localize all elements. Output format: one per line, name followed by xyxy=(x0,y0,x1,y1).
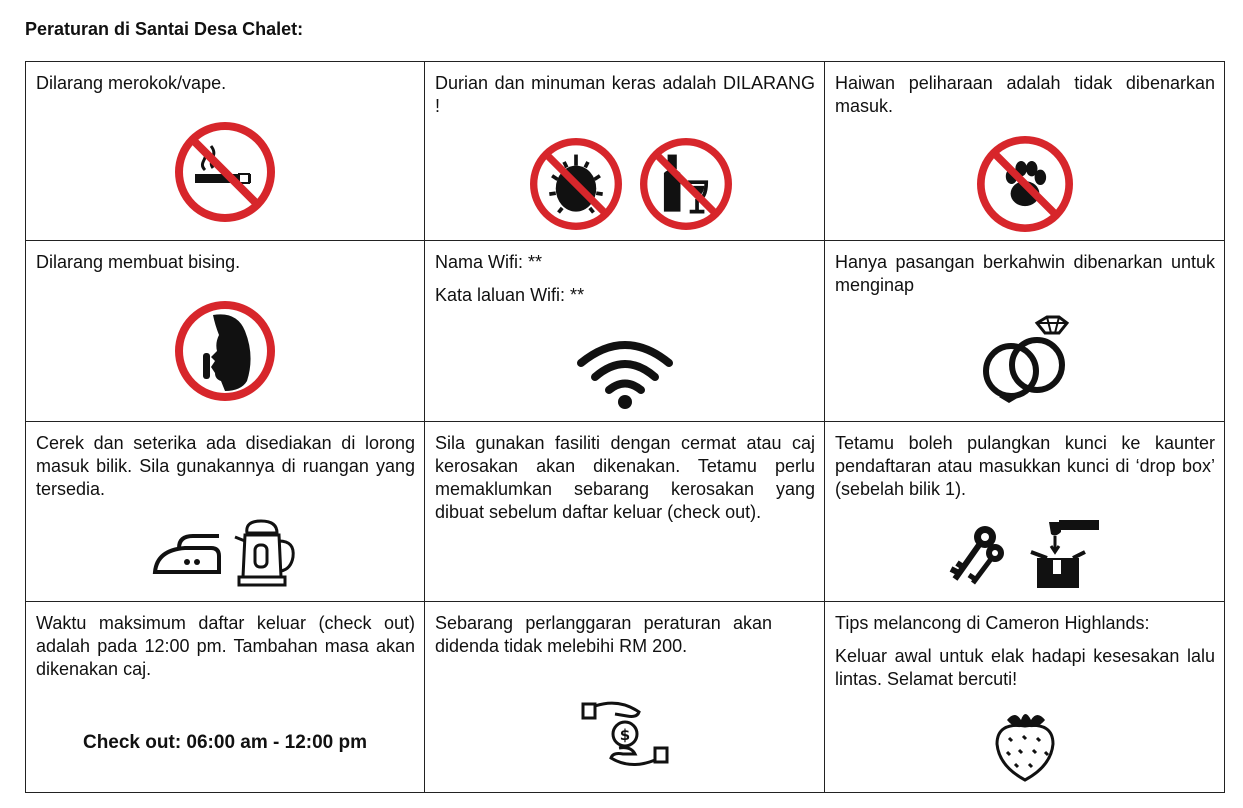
rule-text: Waktu maksimum daftar keluar (check out) adalah pada 12:00 pm. Tambahan masa akan dikenakan caj. xyxy=(36,613,415,679)
tips-title: Tips melancong di Cameron Highlands: xyxy=(835,613,1150,633)
rule-text: Tetamu boleh pulangkan kunci ke kaunter pendaftaran atau masukkan kunci di ‘drop box’ (sebelah bilik 1). xyxy=(835,433,1215,499)
no-noise-icon xyxy=(175,301,275,401)
rule-cell-fine xyxy=(425,602,825,793)
money-hands-icon xyxy=(579,698,671,770)
rule-text: Dilarang membuat bising. xyxy=(36,252,241,272)
rule-text: Sila gunakan fasiliti dengan cermat atau caj kerosakan akan dikenakan. Tetamu perlu memaklumkan sebarang kerosakan yang dibuat sebelum daftar keluar (check out). xyxy=(435,433,815,522)
rings-icon xyxy=(975,315,1075,407)
checkout-hours: Check out: 06:00 am - 12:00 pm xyxy=(82,732,368,753)
wifi-name: Nama Wifi: ** xyxy=(435,252,543,272)
keys-icon xyxy=(945,521,1005,587)
no-pets-icon xyxy=(977,136,1073,232)
rule-cell-key-return xyxy=(825,422,1225,602)
iron-icon xyxy=(149,528,225,578)
rule-text: Durian dan minuman keras adalah DILARANG ! xyxy=(435,73,815,116)
svg-text:$: $ xyxy=(619,726,630,744)
wifi-icon xyxy=(575,337,675,409)
no-smoking-icon xyxy=(175,122,275,222)
rule-text: Dilarang merokok/vape. xyxy=(36,73,227,93)
rule-text: Cerek dan seterika ada disediakan di lorong masuk bilik. Sila gunakannya di ruangan yang tersedia. xyxy=(36,433,415,499)
tips-text: Keluar awal untuk elak hadapi kesesakan lalu lintas. Selamat bercuti! xyxy=(835,646,1215,689)
kettle-icon xyxy=(231,517,301,589)
rule-cell-married-only xyxy=(825,241,1225,422)
rule-cell-kettle-iron xyxy=(26,422,425,602)
no-alcohol-icon xyxy=(640,138,732,230)
rule-cell-damage xyxy=(425,422,825,602)
rule-text: Hanya pasangan berkahwin dibenarkan untuk menginap xyxy=(835,252,1215,295)
rule-cell-tips xyxy=(825,602,1225,793)
rule-cell-no-noise xyxy=(26,241,425,422)
wifi-password: Kata laluan Wifi: ** xyxy=(435,285,585,305)
rule-cell-no-durian-alcohol xyxy=(425,62,825,241)
rule-cell-wifi xyxy=(425,241,825,422)
rule-text: Haiwan peliharaan adalah tidak dibenarkan masuk. xyxy=(835,73,1215,116)
no-durian-icon xyxy=(530,138,622,230)
page-title: Peraturan di Santai Desa Chalet: xyxy=(25,19,304,39)
rules-table xyxy=(25,61,1225,793)
strawberry-icon xyxy=(989,706,1061,782)
drop-box-icon xyxy=(1029,518,1105,590)
rule-cell-checkout xyxy=(26,602,425,793)
rule-text: Sebarang perlanggaran peraturan akan didenda tidak melebihi RM 200. xyxy=(435,613,772,656)
rule-cell-no-pets xyxy=(825,62,1225,241)
rule-cell-no-smoking xyxy=(26,62,425,241)
